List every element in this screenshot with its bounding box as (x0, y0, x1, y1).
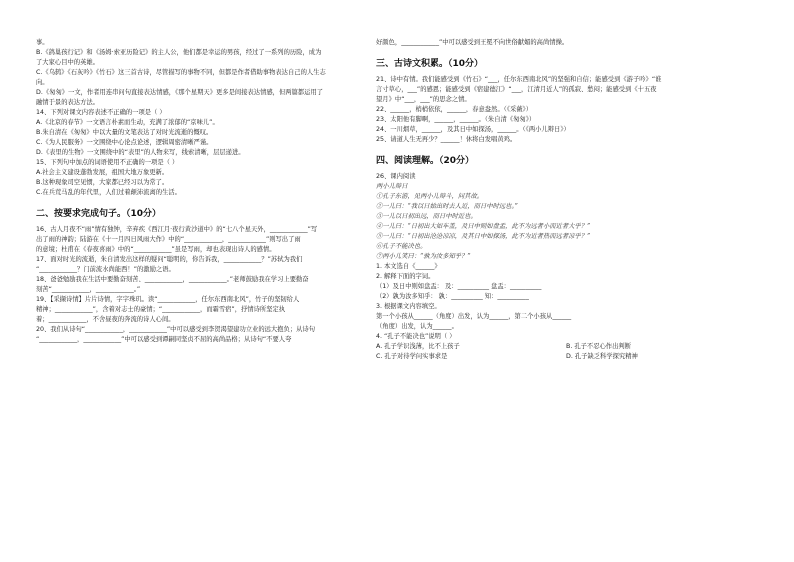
text-line: 16、古人月夜不“雨”情有独钟，辛弃疾《西江月·夜行黄沙道中》的“七八个星天外，____________”写 (36, 226, 318, 233)
text-line: 事。 (36, 39, 49, 46)
answer-option: D. 孔子缺乏科学探究精神 (566, 353, 638, 360)
text-line: 25、请道人生无再少？______！休将白发唱黄鸡。 (376, 136, 517, 143)
question-20-continued (376, 38, 758, 48)
reading-questions (376, 262, 758, 342)
section-3-title: 三、古诗文积累。（10分） (376, 59, 484, 69)
text-line: 18、爸爸勉励我在生活中要勤奋刻苦、____________，____________。”老师鼓励我在学习上要勤奋 (36, 276, 309, 283)
passage-line: ⑥孔子不能决也。 (376, 243, 427, 250)
text-line: 精神；____________”，含着对志士的豪情；“____________，而霜雪宿”，抒情诗所坚定执 (36, 306, 286, 313)
passage-line: ②一儿曰：“我以日始出时去人近，而日中时远也。” (376, 203, 518, 210)
question-line: 第一个小孩从______（角度）出发，认为______，第二个小孩从______ (376, 313, 572, 320)
text-line: 22、______，梢梢依依，______，春意盎然。（《采薇》） (376, 106, 532, 113)
answer-option: C. 孔子对待学问实事求是 (376, 353, 448, 360)
reading-passage (376, 192, 758, 262)
passage-line: ④一儿曰：“日初出大如车盖，及日中则如盘盂，此不为远者小而近者大乎？” (376, 223, 591, 230)
text-line: A.社会主义建设蓬勃发展，祖国大地万象更新。 (36, 169, 169, 176)
option-row (376, 342, 758, 352)
text-line: D.《表里的生物》一文围绕中的“表里”的人物来写，线索清晰，层层递进。 (36, 149, 245, 156)
text-line: 的意境；杜甫在《春夜喜雨》中的“____________”虽是写雨，却也表现出诗人的感情。 (36, 246, 276, 253)
section-2-title: 二、按要求完成句子。（10分） (36, 209, 162, 219)
text-line: 刻苦“____________，____________。” (36, 286, 141, 293)
text-line: 20、我们从诗句“____________，____________”中可以感受到李贺渴望建功立业的远大抱负；从诗句 (36, 326, 316, 333)
text-line: “____________，____________”中可以感受到谭嗣同坚贞不屈的高尚品格；从诗句“不要人夸 (36, 336, 292, 343)
option-row (376, 352, 758, 362)
text-line: 好颜色，____________”中可以感受到王冕不向世俗献媚的高尚情操。 (376, 39, 569, 46)
passage-line: ③一儿以日初出远，而日中时近也。 (376, 213, 477, 220)
left-column (36, 38, 392, 345)
question-block-13-15 (36, 38, 392, 198)
question-line: 4. “孔子不能决也”说明（ ） (376, 333, 456, 340)
text-line: 14、下列对课文内容表述不正确的一项是（ ） (36, 109, 166, 116)
text-line: 17、面对时光的流逝，朱自清发出这样的疑问“聪明的，你告诉我，____________？”苏轼为我们 (36, 256, 303, 263)
question-line: 1. 本文选自《______》 (376, 263, 441, 270)
text-line: 望月》中“___，___”的思念之情。 (376, 96, 471, 103)
passage-line: ⑤一儿曰：“日初出沧沧凉凉，及其日中如探汤，此不为近者热而远者凉乎？” (376, 233, 591, 240)
reading-label: 26、课内阅读 (376, 173, 416, 180)
section-4-title: 四、阅读理解。（20分） (376, 156, 475, 166)
text-line: D.《匆匆》一文，作者用连串问句直接表达情感，《那个星期天》更多是间接表达情感，但两篇都运用了 (36, 89, 324, 96)
question-line: 2. 解释下面的字词。 (376, 273, 435, 280)
question-block-16-20 (36, 225, 392, 345)
text-line: A.《北京的春节》一文语言朴素而生动，充满了浓郁的“京味儿”。 (36, 119, 219, 126)
text-line: 19、【采撷诗情】片片诗情，字字珠玑。读“____________，任尔东西南北风”，竹子的坚韧给人 (36, 296, 300, 303)
text-line: “____________？门前流水尚能西！”的激励之语。 (36, 266, 175, 273)
question-line: （2）孰为汝多知乎： 孰：__________ 知：__________ (376, 293, 529, 300)
text-line: 出了雨的神韵；陆游在《十一月四日风雨大作》中的“____________，____________”则写出了雨 (36, 236, 301, 243)
text-line: 言寸草心，___”的感恩；能感受到《宿建德江》“___，江清月近人”的孤寂、愁闷；能感受到《十五夜 (376, 86, 657, 93)
text-line: 了大家心目中的英雄。 (36, 59, 99, 66)
text-line: B.这种现象司空见惯，大家都已经习以为常了。 (36, 179, 169, 186)
answer-options (376, 342, 758, 362)
text-line: C.《为人民服务》一文围绕中心论点论述，逻辑周密清晰严谨。 (36, 139, 213, 146)
reading-title: 两小儿辩日 (376, 183, 408, 190)
text-line: C.在兵荒马乱的年代里，人们过着颠沛流离的生活。 (36, 189, 181, 196)
question-block-21-25 (376, 75, 758, 145)
text-line: 24、一川烟草，______，及其日中如探汤，______。（《两小儿辩日》） (376, 126, 570, 133)
passage-line: ①孔子东游，见两小儿辩斗，问其故。 (376, 193, 484, 200)
right-column (376, 38, 758, 362)
answer-option: B. 孔子不忍心作出判断 (566, 343, 631, 350)
text-line: 23、太阳他有脚啊，______，______。（朱自清《匆匆》） (376, 116, 536, 123)
question-line: （角度）出发，认为______。 (376, 323, 458, 330)
passage-line: ⑦两小儿笑曰：“孰为汝多知乎？” (376, 253, 471, 260)
text-line: 融情于景的表达方法。 (36, 99, 99, 106)
answer-option: A. 孔子学识浅薄，比不上孩子 (376, 343, 460, 350)
question-line: （1）及日中则如盘盂： 及：__________ 盘盂：__________ (376, 283, 542, 290)
question-line: 3. 根据课文内容填空。 (376, 303, 441, 310)
text-line: 21、诗中有情。我们能感受到《竹石》“___，任尔东西南北风”的坚强和自信；能感受到《游子吟》“谁 (376, 76, 662, 83)
text-line: C.《乌鸫》《石灰吟》《竹石》这三首古诗，尽管描写的事物不同，但都是作者借助事物表达自己的人生志 (36, 69, 326, 76)
text-line: B.朱自清在《匆匆》中以大量的文笔表达了对时光流逝的慨叹。 (36, 129, 213, 136)
text-line: 着；____________，不舍昼夜的奔流的诗人心间。 (36, 316, 175, 323)
text-line: 15、下列句中加点的词语使用不正确的一项是（ ） (36, 159, 179, 166)
text-line: 向。 (36, 79, 49, 86)
text-line: B.《鸽巢孩行记》和《汤姆·索亚历险记》的主人公，他们都是幸运的男孩，经过了一系列的历险，成为 (36, 49, 322, 56)
